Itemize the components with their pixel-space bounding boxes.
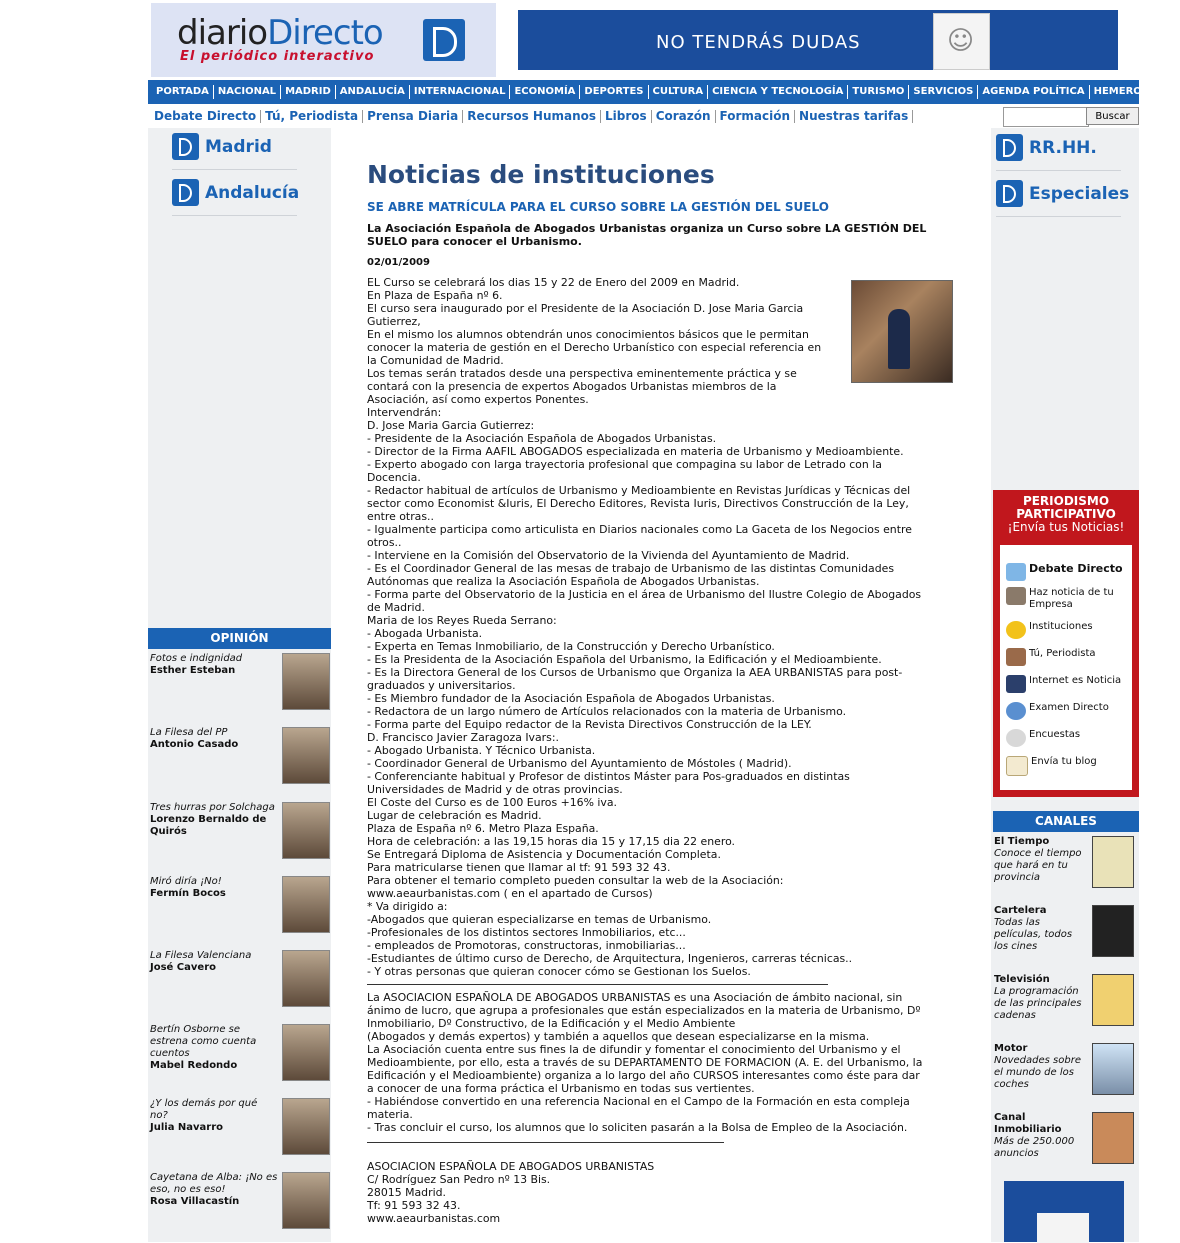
pp-item-encuestas[interactable]: Encuestas	[1006, 729, 1080, 747]
opinion-author: Antonio Casado	[150, 739, 239, 750]
opinion-item[interactable]	[150, 1098, 330, 1134]
pp-item-examen[interactable]: Examen Directo	[1006, 702, 1109, 720]
divider	[996, 216, 1121, 217]
weather-map-icon	[1092, 836, 1134, 888]
nav-turismo[interactable]: TURISMO	[848, 85, 909, 99]
opinion-item[interactable]	[150, 950, 330, 974]
smiley-icon	[1006, 621, 1026, 639]
sub-nav	[150, 107, 913, 125]
region-andalucia-label: Andalucía	[205, 182, 300, 203]
nav-portada[interactable]: PORTADA	[148, 85, 214, 99]
top-banner-ad[interactable]	[518, 10, 1118, 70]
opinion-item[interactable]	[150, 802, 330, 838]
logo-word-diario: diario	[177, 13, 268, 53]
megaphone-icon	[1006, 587, 1026, 605]
keyboard-icon	[1006, 675, 1026, 693]
opinion-item[interactable]	[150, 876, 330, 900]
opinion-author: Rosa Villacastín	[150, 1196, 240, 1207]
pp-item-blog[interactable]: Envía tu blog	[1006, 756, 1097, 776]
opinion-item[interactable]	[150, 727, 330, 751]
region-d-icon	[172, 133, 199, 160]
subnav-corazon[interactable]: Corazón	[652, 110, 716, 123]
region-andalucia[interactable]	[172, 179, 299, 206]
author-photo	[282, 950, 330, 1007]
nav-nacional[interactable]: NACIONAL	[214, 85, 281, 99]
periodismo-participativo-box	[993, 490, 1139, 797]
author-photo	[282, 876, 330, 933]
nav-economia[interactable]: ECONOMÍA	[510, 85, 580, 99]
nav-madrid[interactable]: MADRID	[281, 85, 336, 99]
notepad-icon	[1006, 756, 1028, 776]
subnav-tarifas[interactable]: Nuestras tarifas	[795, 110, 913, 123]
author-photo	[282, 802, 330, 859]
logo-d-icon	[423, 19, 465, 61]
region-d-icon	[172, 179, 199, 206]
nav-cultura[interactable]: CULTURA	[649, 85, 709, 99]
subnav-formacion[interactable]: Formación	[716, 110, 796, 123]
region-especiales[interactable]	[996, 180, 1129, 207]
opinion-author: José Cavero	[150, 962, 216, 973]
periodismo-title: PERIODISMO PARTICIPATIVO	[1016, 494, 1116, 521]
pp-item-instituciones[interactable]: Instituciones	[1006, 621, 1093, 639]
article-headline: SE ABRE MATRÍCULA PARA EL CURSO SOBRE LA GESTIÓN DEL SUELO	[367, 200, 829, 214]
subnav-prensa[interactable]: Prensa Diaria	[363, 110, 463, 123]
subnav-libros[interactable]: Libros	[601, 110, 652, 123]
author-photo	[282, 727, 330, 784]
pp-item-internet[interactable]: Internet es Noticia	[1006, 675, 1121, 693]
region-especiales-label: Especiales	[1029, 183, 1130, 204]
article-lead: La Asociación Española de Abogados Urbanistas organiza un Curso sobre LA GESTIÓN DEL SUELO para conocer el Urbanismo.	[367, 222, 927, 248]
search-input[interactable]	[1003, 107, 1089, 127]
opinion-item[interactable]	[150, 1024, 330, 1072]
film-reel-icon	[1092, 905, 1134, 957]
opinion-topic: Miró diría ¡No!	[150, 876, 222, 887]
divider	[172, 169, 297, 170]
canal-television[interactable]: Televisión La programación de las principales cadenas	[994, 974, 1138, 1022]
opinion-author: Esther Esteban	[150, 665, 236, 676]
subnav-debate[interactable]: Debate Directo	[150, 110, 261, 123]
nav-andalucia[interactable]: ANDALUCÍA	[336, 85, 410, 99]
region-d-icon	[996, 134, 1023, 161]
region-d-icon	[996, 180, 1023, 207]
nav-agenda[interactable]: AGENDA POLÍTICA	[978, 85, 1089, 99]
bottom-banner-ad[interactable]	[1004, 1181, 1124, 1242]
canal-motor[interactable]: Motor Novedades sobre el mundo de los coches	[994, 1043, 1138, 1091]
magnifier-icon	[1006, 729, 1026, 747]
opinion-topic: ¿Y los demás por qué no?	[150, 1098, 258, 1121]
nav-servicios[interactable]: SERVICIOS	[909, 85, 978, 99]
divider	[367, 984, 828, 985]
opinion-author: Mabel Redondo	[150, 1060, 238, 1071]
nav-ciencia[interactable]: CIENCIA Y TECNOLOGÍA	[708, 85, 848, 99]
car-icon	[1092, 1043, 1134, 1095]
search-button[interactable]: Buscar	[1086, 107, 1139, 125]
typewriter-icon	[1006, 648, 1026, 666]
opinion-topic: Cayetana de Alba: ¡No es eso, no es eso!	[150, 1172, 278, 1195]
region-madrid[interactable]	[172, 133, 272, 160]
opinion-author: Julia Navarro	[150, 1122, 224, 1133]
article-body-contact: ASOCIACION ESPAÑOLA DE ABOGADOS URBANISTAS C/ Rodríguez San Pedro nº 13 Bis. 28015 Madrid. Tf: 91 593 32 43. www.aeaurbanistas.com	[367, 1160, 655, 1225]
banner-text: NO TENDRÁS DUDAS	[656, 32, 861, 53]
logo-tagline: El periódico interactivo	[180, 49, 375, 64]
nav-hemeroteca[interactable]: HEMEROTECA	[1093, 86, 1171, 97]
author-photo	[282, 1098, 330, 1155]
opinion-topic: La Filesa del PP	[150, 727, 228, 738]
pp-item-empresa[interactable]: Haz noticia de tu Empresa	[1006, 587, 1115, 611]
canal-cartelera[interactable]: Cartelera Todas las películas, todos los cines	[994, 905, 1138, 953]
region-madrid-label: Madrid	[205, 136, 272, 157]
periodismo-list	[1000, 545, 1132, 790]
subnav-periodista[interactable]: Tú, Periodista	[261, 110, 363, 123]
pp-item-debate[interactable]: Debate Directo	[1006, 563, 1123, 581]
author-photo	[282, 1024, 330, 1081]
main-nav	[148, 80, 1171, 104]
periodismo-subtitle: ¡Envía tus Noticias!	[1007, 520, 1125, 534]
canal-tiempo[interactable]: El Tiempo Conoce el tiempo que hará en tu provincia	[994, 836, 1138, 884]
divider	[172, 215, 297, 216]
article-date: 02/01/2009	[367, 257, 430, 268]
site-logo[interactable]	[151, 3, 496, 77]
opinion-author: Lorenzo Bernaldo de Quirós	[150, 814, 267, 837]
opinion-topic: Bertín Osborne se estrena como cuenta cuentos	[150, 1024, 257, 1059]
opinion-item[interactable]	[150, 1172, 330, 1208]
logo-word-directo: Directo	[267, 13, 383, 53]
opinion-header: OPINIÓN	[148, 628, 331, 649]
page-title: Noticias de instituciones	[367, 160, 715, 189]
divider	[367, 1142, 724, 1143]
nav-internacional[interactable]: INTERNACIONAL	[410, 85, 511, 99]
plug-icon	[1037, 1213, 1089, 1243]
speech-bubble-icon	[1006, 563, 1026, 581]
article-body	[367, 276, 959, 1225]
plug-smiley-icon: ☺	[933, 13, 990, 70]
canal-inmobiliario[interactable]: Canal Inmobiliario Más de 250.000 anuncios	[994, 1112, 1138, 1160]
article-body-main: EL Curso se celebrará los dias 15 y 22 de Enero del 2009 en Madrid. En Plaza de España nº 6. El curso sera inaugurado por el Presidente de la Asociación D. Jose Maria Garcia Gutierrez, En el mismo los alumnos obtendrán unos conocimientos básicos que le permitan conocer la materia de gestión en el Derecho Urbanístico con especial referencia en la Comunidad de Madrid. Los temas serán tratados desde una perspectiva eminentemente práctica y se contará con la presencia de expertos Abogados Urbanistas miembros de la Asociación, así como expertos Ponentes. Intervendrán: D. Jose Maria Garcia Gutierrez: - Presidente de la Asociación Española de Abogados Urbanistas. - Director de la Firma AAFIL ABOGADOS especializada en materia de Urbanismo y Medioambiente. - Experto abogado con larga trayectoria profesional que compagina su labor de Letrado con la Docencia. - Redactor habitual de artículos de Urbanismo y Medioambiente en Revistas Jurídicas y Técnicas del sector como Economist &Iuris, El Derecho Editores, Revista Iuris, Directivos Construcción de la Ley, entre otras.. - Igualmente participa como articulista en Diarios nacionales como La Gaceta de los Negocios entre otros.. - Interviene en la Comisión del Observatorio de la Vivienda del Ayuntamiento de Madrid. - Es el Coordinador General de las mesas de trabajo de Urbanismo de las distintas Comunidades Autónomas que realiza la Asociación Española de Abogados Urbanistas. - Forma parte del Observatorio de la Justicia en el área de Urbanismo del Ilustre Colegio de Abogados de Madrid. Maria de los Reyes Rueda Serrano: - Abogada Urbanista. - Experta en Temas Inmobiliario, de la Construcción y Derecho Urbanístico. - Es la Presidenta de la Asociación Española del Urbanismo, la Edificación y el Medioambiente. - Es la Directora General de los Cursos de Urbanismo que Organiza la AEA URBANISTAS para post- graduados y universitarios. - Es Miembro fundador de la Asociación Española de Abogados Urbanistas. - Redactora de un largo número de Artículos relacionados con la materia de Urbanismo. - Forma parte del Equipo redactor de la Revista Directivos Construcción de la LEY. D. Francisco Javier Zaragoza Ivars:. - Abogado Urbanista. Y Técnico Urbanista. - Coordinador General de Urbanismo del Ayuntamiento de Móstoles ( Madrid). - Conferenciante habitual y Profesor de distintos Máster para Pos-graduados en distintas Universidades de Madrid y de otras provincias. El Coste del Curso es de 100 Euros +16% iva. Lugar de celebración es Madrid. Plaza de España nº 6. Metro Plaza España. Hora de celebración: a las 19,15 horas dia 15 y 17,15 dia 22 enero. Se Entregará Diploma de Asistencia y Documentación Completa. Para matricularse tienen que llamar al tf: 91 593 32 43. Para obtener el temario completo pueden consultar la web de la Asociación: www.aeaurbanistas.com ( en el apartado de Cursos) * Va dirigido a: -Abogados que quieran especializarse en temas de Urbanismo. -Profesionales de los distintos sectores Inmobiliarios, etc... - empleados de Promotoras, constructoras, inmobiliarias... -Estudiantes de último curso de Derecho, de Arquitectura, Ingenieros, carreras técnicas.. - Y otras personas que quieran conocer cómo se Gestionan los Suelos.	[367, 276, 922, 978]
globe-icon	[1006, 702, 1026, 720]
region-rrhh-label: RR.HH.	[1029, 137, 1097, 158]
opinion-topic: La Filesa Valenciana	[150, 950, 252, 961]
region-rrhh[interactable]	[996, 134, 1097, 161]
building-icon	[1092, 1112, 1134, 1164]
author-photo	[282, 653, 330, 710]
author-photo	[282, 1172, 330, 1229]
opinion-topic: Tres hurras por Solchaga	[150, 802, 275, 813]
pp-item-periodista[interactable]: Tú, Periodista	[1006, 648, 1096, 666]
article-body-about: La ASOCIACION ESPAÑOLA DE ABOGADOS URBANISTAS es una Asociación de ámbito nacional, sin ánimo de lucro, que agrupa a profesionales que están especializados en la materia de Urbanismo, Dº Inmobiliario, Dº Constructivo, de la Edificación y el Medio Ambiente (Abogados y demás expertos) y también a aquellos que desean especializarse en la misma. La Asociación cuenta entre sus fines la de difundir y fomentar el conocimiento del Urbanismo y el Medioambiente, por ello, esta a través de su DEPARTAMENTO DE FORMACION (A. E. del Urbanismo, la Edificación y el Medioambiente) organiza a lo largo del año CURSOS interesantes como éste para dar a conocer de una forma práctica el Urbanismo en todas sus vertientes. - Habiéndose convertido en una referencia Nacional en el Campo de la Formación en esta compleja materia. - Tras concluir el curso, los alumnos que lo soliciten pasarán a la Bolsa de Empleo de la Asociación.	[367, 991, 923, 1134]
divider	[996, 170, 1121, 171]
opinion-author: Fermín Bocos	[150, 888, 226, 899]
subnav-rrhh[interactable]: Recursos Humanos	[463, 110, 601, 123]
opinion-item[interactable]	[150, 653, 330, 677]
nav-deportes[interactable]: DEPORTES	[580, 85, 648, 99]
canales-header: CANALES	[993, 811, 1139, 832]
tv-icon	[1092, 974, 1134, 1026]
opinion-topic: Fotos e indignidad	[150, 653, 243, 664]
